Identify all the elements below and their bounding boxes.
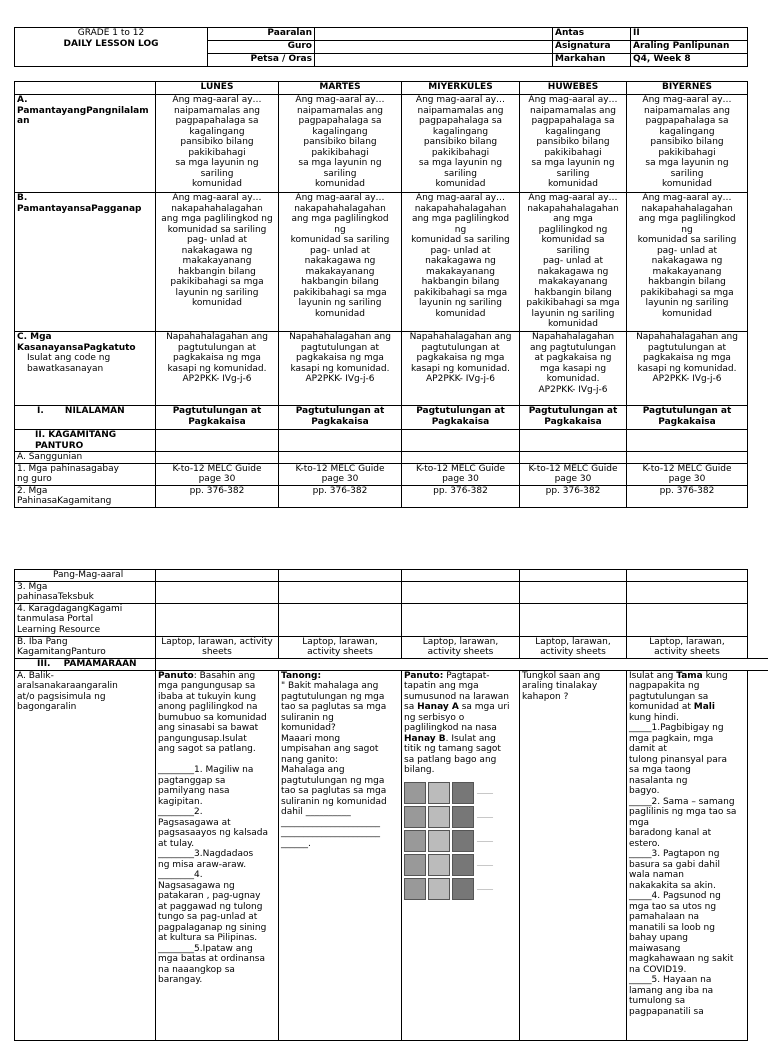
spacer-cell	[748, 636, 768, 658]
iba-pang-cell: Laptop, larawan, activity sheets	[279, 636, 402, 658]
empty-cell	[402, 430, 520, 452]
row-label-balik-aral: A. Balik- aralsanakaraangaralin at/o pagsisimula ng bagongaralin	[15, 670, 156, 1040]
corner-cell	[15, 82, 156, 95]
iba-pang-cell: Laptop, larawan, activity sheets	[520, 636, 627, 658]
nilalaman-cell: Pagtutulungan at Pagkakaisa	[627, 406, 748, 430]
empty-cell	[402, 603, 520, 636]
kasanayan-cell: Napahahalagahan ang pagtutulungan at pagkakaisa ng mga kasapi ng komunidad. AP2PKK- IVg-j-6	[520, 332, 627, 406]
pangnilalaman-cell: Ang mag-aaral ay… naipamamalas ang pagpapahalaga sa kagalingang pansibiko bilang pakikibahagi sa mga layunin ng sariling komunidad	[520, 95, 627, 193]
row-label-pamamaraan: III. PAMAMARAAN	[15, 658, 156, 670]
gabay-cell: K-to-12 MELC Guide page 30	[402, 463, 520, 485]
kasanayan-cell: Napahahalagahan ang pagtutulungan at pagkakaisa ng mga kasapi ng komunidad. AP2PKK- IVg-j-6	[627, 332, 748, 406]
nilalaman-cell: Pagtutulungan at Pagkakaisa	[156, 406, 279, 430]
iba-pang-cell: Laptop, larawan, activity sheets	[156, 636, 279, 658]
spacer-cell	[748, 581, 768, 603]
balik-aral-huwebes: Tungkol saan ang araling tinalakay kahapon ?	[520, 670, 627, 1040]
balik-aral-lunes: Panuto: Basahin ang mga pangungusap sa ibaba at tukuyin kung anong paglilingkod na bumubuo sa komunidad ang sinasabi sa bawat pangungusap.Isulat ang sagot sa patlang. ________1. Magiliw na pagtanggap sa pamilyang nasa kagipitan. ________2. Pagsasagawa at pagsasaayos ng kalsada at tulay. ________3.Nagdadaos ng misa araw-araw. ________4. Nagsasagawa ng patakaran , pag-ugnay at paggawad ng tulong tungo sa pag-unlad at pagpalaganap ng sining at kultura sa Pilipinas. ________5.Ipataw ang mga batas at ordinansa na naaangkop sa barangay.	[156, 670, 279, 1040]
empty-cell	[402, 581, 520, 603]
pangnilalaman-cell: Ang mag-aaral ay… naipamamalas ang pagpapahalaga sa kagalingang pansibiko bilang pakikibahagi sa mga layunin ng sariling komunidad	[156, 95, 279, 193]
antas-label: Antas	[553, 28, 631, 41]
balik-aral-biyernes: Isulat ang Tama kung nagpapakita ng pagtutulungan sa komunidad at Mali kung hindi. _____1.Pagbibigay ng mga pagkain, mga damit at tulong pinansyal para sa mga taong nasalanta ng bagyo. _____2. Sama – samang paglilinis ng mga tao sa mga baradong kanal at estero. _____3. Pagtapon ng basura sa gabi dahil wala naman nakakakita sa akin. _____4. Pagsunod ng mga tao sa utos ng pamahalaan na manatili sa loob ng bahay upang maiwasang magkahawaan ng sakit na COVID19. _____5. Hayaan na lamang ang iba na tumulong sa pagpapanatili sa	[627, 670, 748, 1040]
asignatura-label: Asignatura	[553, 41, 631, 54]
day-header-huwebes: HUWEBES	[520, 82, 627, 95]
thumbnail-image: ________	[404, 854, 517, 876]
paaralan-value	[315, 28, 553, 41]
thumbnail-image: ________	[404, 878, 517, 900]
row-label-pang-mag-aaral: Pang-Mag-aaral	[15, 570, 156, 582]
row-label-nilalaman: I. NILALAMAN	[15, 406, 156, 430]
pagganap-cell: Ang mag-aaral ay… nakapahahalagahan ang mga paglilingkod ng komunidad sa sariling pag- unlad at nakakagawa ng makakayanang hakbangin bilang pakikibahagi sa mga layunin ng sariling komunidad	[520, 193, 627, 332]
gabay-cell: K-to-12 MELC Guide page 30	[627, 463, 748, 485]
asignatura-value: Araling Panlipunan	[631, 41, 748, 54]
empty-cell	[520, 570, 627, 582]
pahina-cell: pp. 376-382	[402, 485, 520, 507]
empty-cell	[402, 570, 520, 582]
petsa-value	[315, 54, 553, 67]
row-label-pangnilalaman: A. PamantayangPangnilalaman	[15, 95, 156, 193]
kasanayan-cell: Napahahalagahan ang pagtutulungan at pagkakaisa ng mga kasapi ng komunidad. AP2PKK- IVg-j-6	[402, 332, 520, 406]
nilalaman-cell: Pagtutulungan at Pagkakaisa	[402, 406, 520, 430]
pangnilalaman-cell: Ang mag-aaral ay… naipamamalas ang pagpapahalaga sa kagalingang pansibiko bilang pakikibahagi sa mga layunin ng sariling komunidad	[402, 95, 520, 193]
empty-cell	[156, 581, 279, 603]
row-label-kasanayan: C. Mga KasanayansaPagkatuto Isulat ang code ng bawatkasanayan	[15, 332, 156, 406]
kasanayan-cell: Napahahalagahan ang pagtutulungan at pagkakaisa ng mga kasapi ng komunidad. AP2PKK- IVg-j-6	[279, 332, 402, 406]
pagganap-cell: Ang mag-aaral ay… nakapahahalagahan ang mga paglilingkod ng komunidad sa sariling pag- unlad at nakakagawa ng makakayanang hakbangin bilang pakikibahagi sa mga layunin ng sariling komunidad	[156, 193, 279, 332]
empty-cell	[156, 430, 279, 452]
markahan-label: Markahan	[553, 54, 631, 67]
guro-label: Guro	[208, 41, 315, 54]
empty-cell	[627, 430, 748, 452]
empty-cell	[279, 570, 402, 582]
gabay-cell: K-to-12 MELC Guide page 30	[279, 463, 402, 485]
school-title: GRADE 1 to 12 DAILY LESSON LOG	[15, 28, 208, 67]
pahina-cell: pp. 376-382	[156, 485, 279, 507]
markahan-value: Q4, Week 8	[631, 54, 748, 67]
empty-cell	[627, 452, 748, 464]
kasanayan-cell: Napahahalagahan ang pagtutulungan at pagkakaisa ng mga kasapi ng komunidad. AP2PKK- IVg-j-6	[156, 332, 279, 406]
pahina-cell: pp. 376-382	[520, 485, 627, 507]
empty-cell	[156, 570, 279, 582]
pagganap-cell: Ang mag-aaral ay… nakapahahalagahan ang mga paglilingkod ng komunidad sa sariling pag- unlad at nakakagawa ng makakayanang hakbangin bilang pakikibahagi sa mga layunin ng sariling komunidad	[627, 193, 748, 332]
empty-cell	[627, 581, 748, 603]
balik-aral-martes: Tanong: " Bakit mahalaga ang pagtutulungan ng mga tao sa paglutas sa mga suliranin ng komunidad? Maaari mong umpisahan ang sagot nang ganito: Mahalaga ang pagtutulungan ng mga tao sa paglutas sa mga suliranin ng komunidad dahil __________ ______________________ ______________________ ______.	[279, 670, 402, 1040]
row-label-kagamitan: II. KAGAMITANG PANTURO	[15, 430, 156, 452]
gabay-cell: K-to-12 MELC Guide page 30	[520, 463, 627, 485]
header-table	[14, 27, 748, 67]
iba-pang-cell: Laptop, larawan, activity sheets	[627, 636, 748, 658]
pagganap-cell: Ang mag-aaral ay… nakapahahalagahan ang mga paglilingkod ng komunidad sa sariling pag- unlad at nakakagawa ng makakayanang hakbangin bilang pakikibahagi sa mga layunin ng sariling komunidad	[402, 193, 520, 332]
row-label-gabay: 1. Mga pahinasagabay ng guro	[15, 463, 156, 485]
empty-cell	[156, 658, 768, 670]
nilalaman-cell: Pagtutulungan at Pagkakaisa	[520, 406, 627, 430]
empty-cell	[627, 570, 748, 582]
gabay-cell: K-to-12 MELC Guide page 30	[156, 463, 279, 485]
pagganap-cell: Ang mag-aaral ay… nakapahahalagahan ang mga paglilingkod ng komunidad sa sariling pag- unlad at nakakagawa ng makakayanang hakbangin bilang pakikibahagi sa mga layunin ng sariling komunidad	[279, 193, 402, 332]
thumbnail-image: ________	[404, 782, 517, 804]
pahina-cell: pp. 376-382	[627, 485, 748, 507]
day-header-lunes: LUNES	[156, 82, 279, 95]
iba-pang-cell: Laptop, larawan, activity sheets	[402, 636, 520, 658]
empty-cell	[279, 603, 402, 636]
row-label-pagganap: B. PamantayansaPagganap	[15, 193, 156, 332]
day-header-miyerkules: MIYERKULES	[402, 82, 520, 95]
row-label-iba-pang: B. Iba Pang KagamitangPanturo	[15, 636, 156, 658]
pangnilalaman-cell: Ang mag-aaral ay… naipamamalas ang pagpapahalaga sa kagalingang pansibiko bilang pakikibahagi sa mga layunin ng sariling komunidad	[627, 95, 748, 193]
pahina-cell: pp. 376-382	[279, 485, 402, 507]
nilalaman-cell: Pagtutulungan at Pagkakaisa	[279, 406, 402, 430]
spacer-cell	[748, 603, 768, 636]
balik-aral-miyerkules: Panuto: Pagtapat- tapatin ang mga sumusunod na larawan sa Hanay A sa mga uri ng serbisyo o paglilingkod na nasa Hanay B. Isulat ang titik ng tamang sagot sa patlang bago ang bilang. ________ ________ ________ ________ ________	[402, 670, 520, 1040]
spacer-cell	[748, 570, 768, 582]
row-label-pahina: 2. Mga PahinasaKagamitang	[15, 485, 156, 507]
empty-cell	[156, 452, 279, 464]
empty-cell	[279, 581, 402, 603]
empty-cell	[520, 603, 627, 636]
day-header-martes: MARTES	[279, 82, 402, 95]
paaralan-label: Paaralan	[208, 28, 315, 41]
antas-value: II	[631, 28, 748, 41]
row-label-teksbuk: 3. Mga pahinasaTeksbuk	[15, 581, 156, 603]
empty-cell	[627, 603, 748, 636]
row-label-sanggunian: A. Sanggunian	[15, 452, 156, 464]
empty-cell	[520, 581, 627, 603]
empty-cell	[402, 452, 520, 464]
petsa-label: Petsa / Oras	[208, 54, 315, 67]
guro-value	[315, 41, 553, 54]
spacer-cell	[748, 670, 768, 1040]
empty-cell	[279, 452, 402, 464]
empty-cell	[520, 452, 627, 464]
row-label-karagdagan: 4. KaragdagangKagami tanmulasa Portal Learning Resource	[15, 603, 156, 636]
empty-cell	[520, 430, 627, 452]
empty-cell	[279, 430, 402, 452]
empty-cell	[156, 603, 279, 636]
picture-matching-list	[404, 782, 517, 900]
day-header-biyernes: BIYERNES	[627, 82, 748, 95]
thumbnail-image: ________	[404, 830, 517, 852]
lesson-grid-1	[14, 81, 748, 508]
thumbnail-image: ________	[404, 806, 517, 828]
pangnilalaman-cell: Ang mag-aaral ay… naipamamalas ang pagpapahalaga sa kagalingang pansibiko bilang pakikibahagi sa mga layunin ng sariling komunidad	[279, 95, 402, 193]
lesson-grid-2	[14, 569, 768, 1041]
